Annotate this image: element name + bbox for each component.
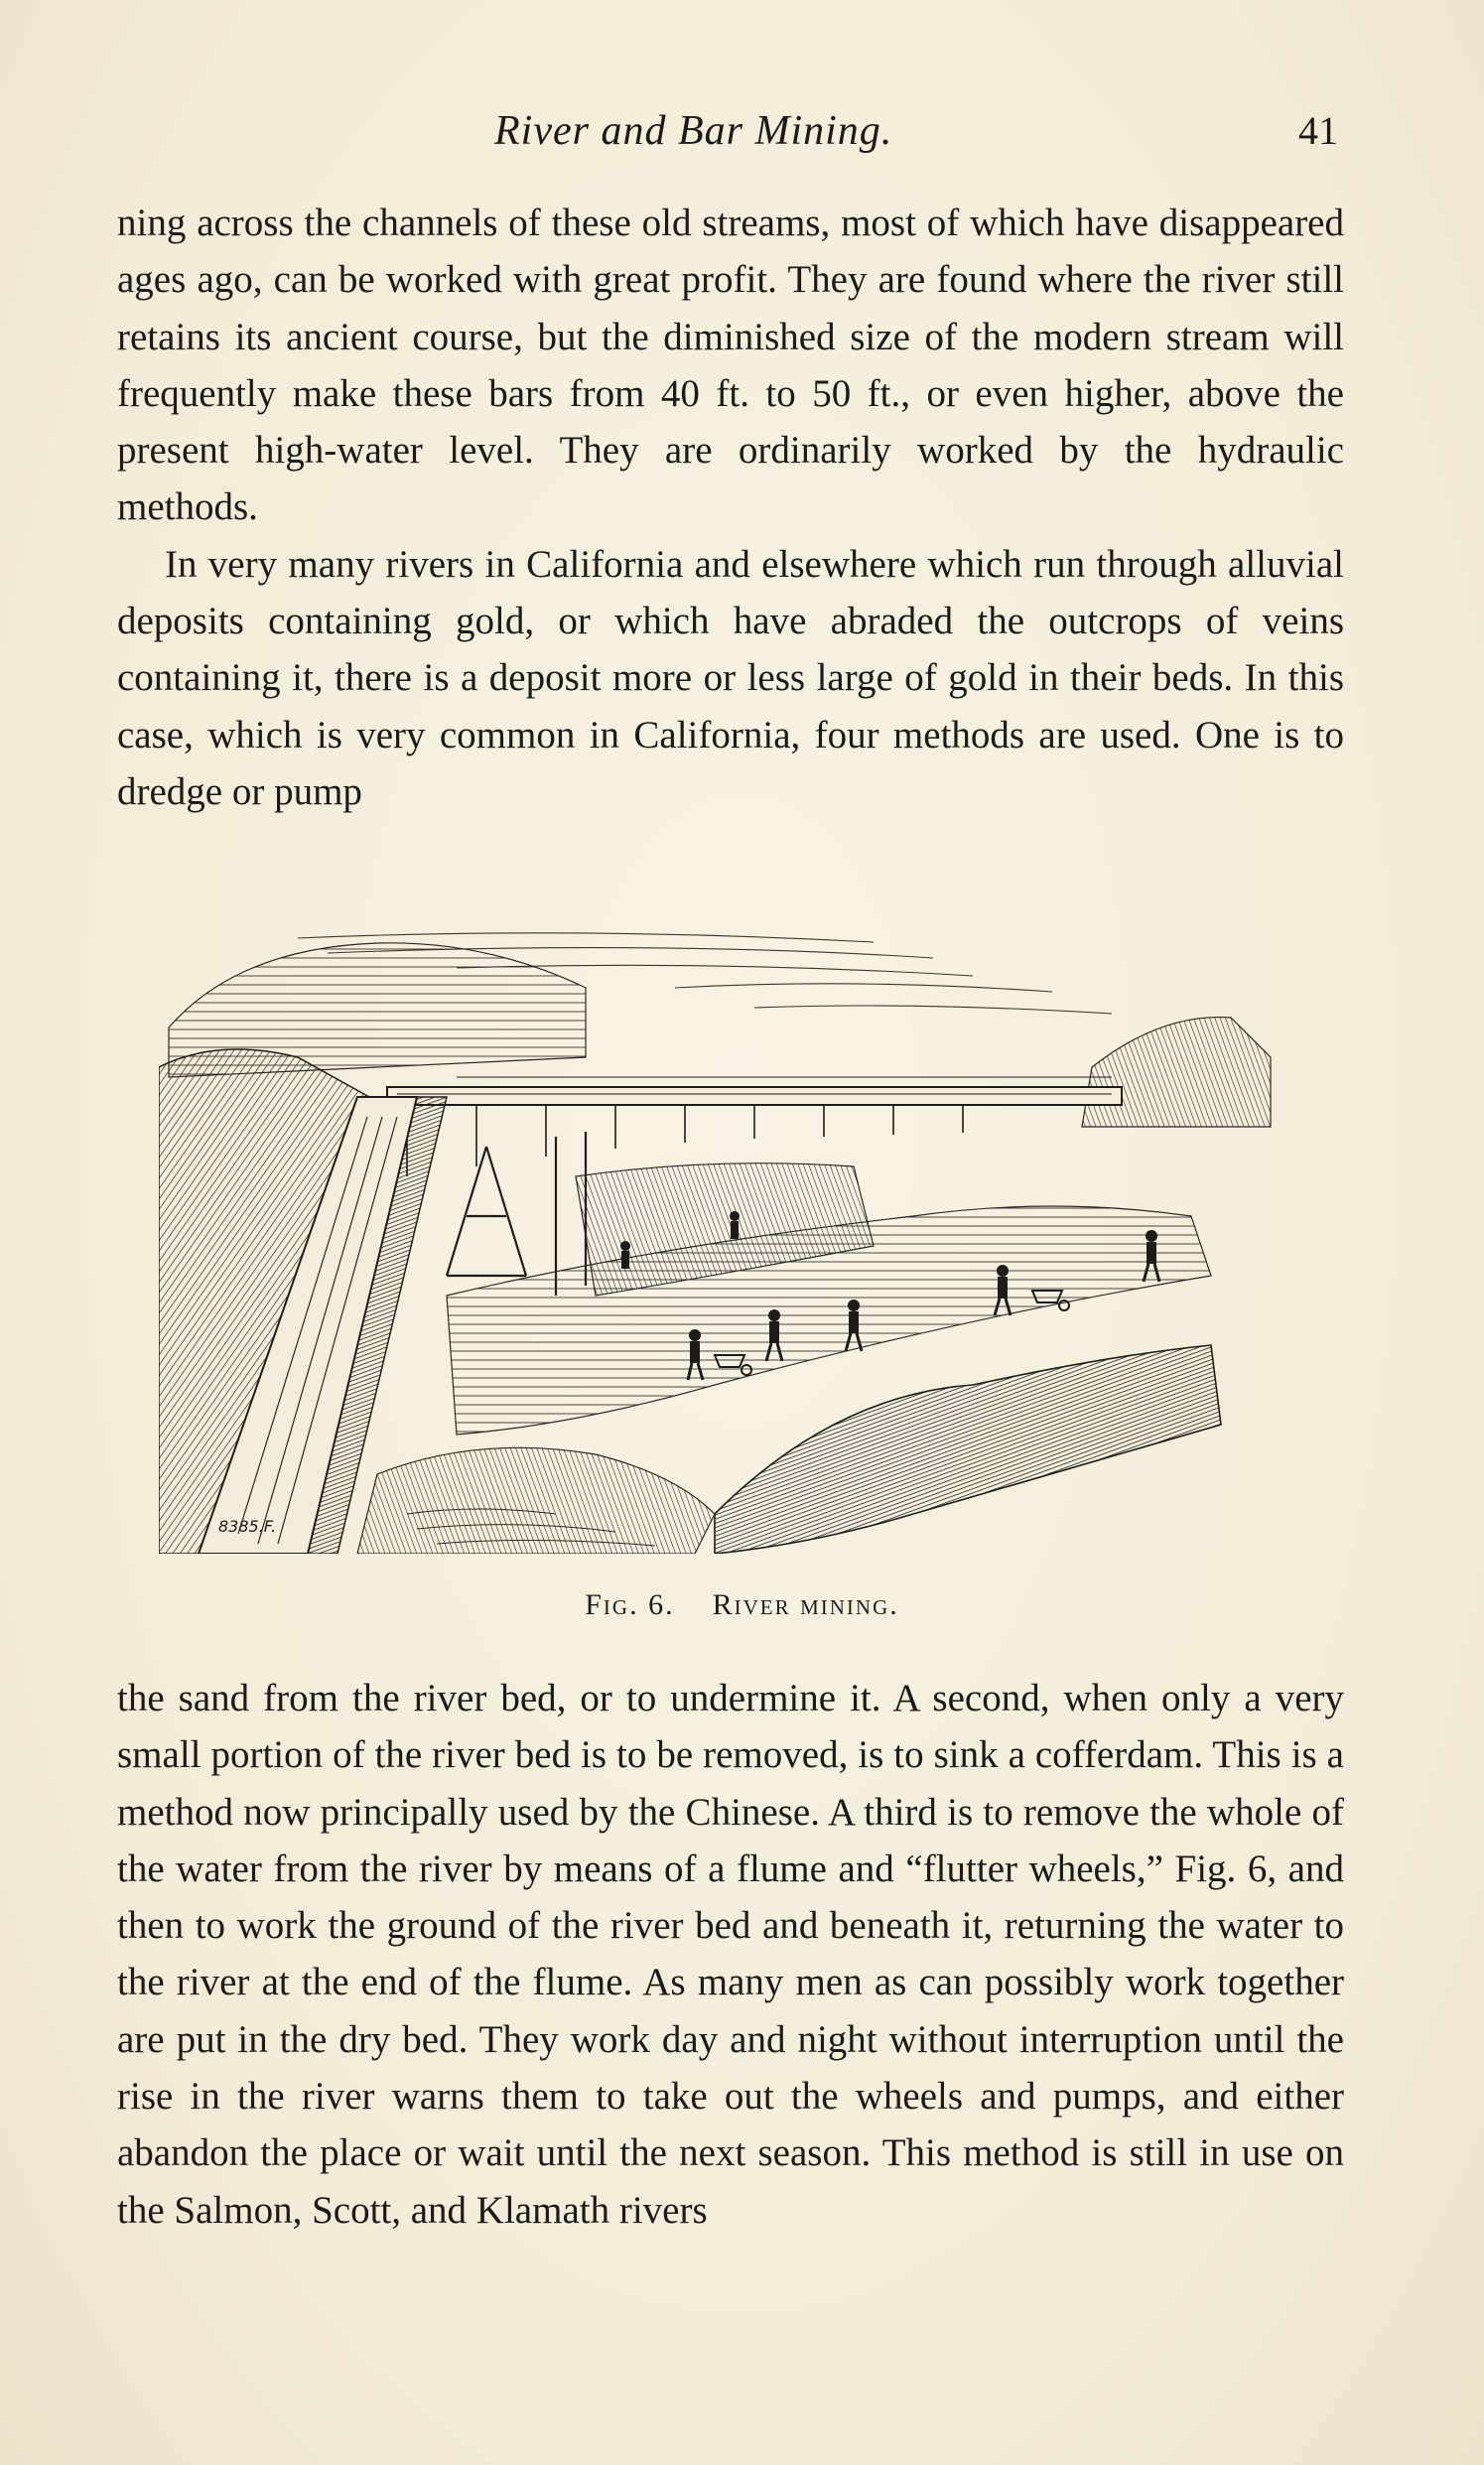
foreground-ground [357, 1447, 715, 1554]
running-title: River and Bar Mining. [494, 108, 893, 154]
flume-trestle [387, 1077, 1122, 1176]
page-number: 41 [1298, 108, 1338, 153]
body-text-top [117, 195, 1344, 820]
river-mining-engraving [159, 918, 1300, 1554]
engraver-mark: 8385.F. [218, 1517, 277, 1536]
distant-hill-right [1082, 1018, 1271, 1127]
body-text-bottom [117, 1670, 1344, 2239]
engraving-illustration [159, 918, 1300, 1554]
paragraph-continued: ning across the channels of these old streams, most of which have disappeared ages ago, can be worked with great profit. They are found where the river still retains its ancient course, but the diminished size of the modern stream will frequently make these bars from 40 ft. to 50 ft., or even higher, above the present high-water level. They are ordinarily worked by the hydraulic methods. [117, 202, 1344, 529]
foreground-rocks [715, 1345, 1221, 1554]
figure-caption-text: River mining. [712, 1588, 899, 1621]
figure-caption [0, 1588, 1484, 1622]
paragraph-river-methods: the sand from the river bed, or to undermine it. A second, when only a very small portion of the river bed is to be removed, is to sink a cofferdam. This is a method now principally used by the Chinese. A third is to remove the whole of the water from the river by means of a flume and “flutter wheels,” Fig. 6, and then to work the ground of the river bed and beneath it, returning the water to the river at the end of the flume. As many men as can possibly work together are put in the dry bed. They work day and night without interruption until the rise in the river warns them to take out the wheels and pumps, and either abandon the place or wait until the next season. This method is still in use on the Salmon, Scott, and Klamath rivers [117, 1677, 1344, 2232]
running-head [117, 107, 1338, 167]
paragraph-river-deposits: In very many rivers in California and elsewhere which run through alluvial deposits containing gold, or which have abraded the outcrops of veins containing it, there is a deposit more or less large of gold in their beds. In this case, which is very common in California, four methods are used. One is to dredge or pump [117, 542, 1344, 813]
figure-caption-label: Fig. 6. [585, 1588, 675, 1621]
